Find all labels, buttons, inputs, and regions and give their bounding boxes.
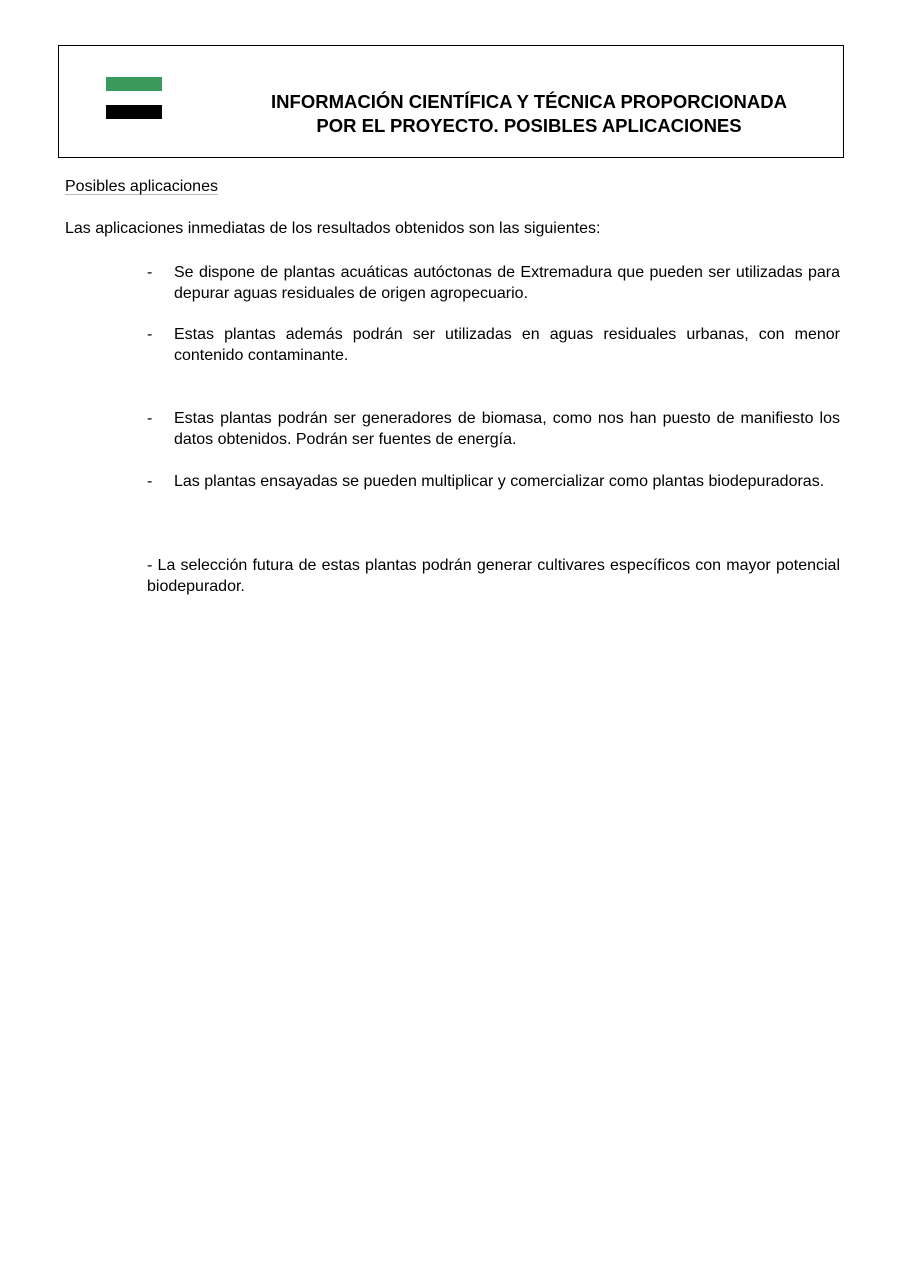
flag-green-stripe [106,77,162,91]
list-item [147,262,840,304]
flag-black-stripe [106,105,162,119]
document-title [229,90,829,138]
list-item-text: Estas plantas podrán ser generadores de biomasa, como nos han puesto de manifiesto los datos obtenidos. Podrán ser fuentes de energía. [174,410,840,448]
list-item [147,408,840,450]
intro-paragraph: Las aplicaciones inmediatas de los resultados obtenidos son las siguientes: [65,220,601,237]
section-heading: Posibles aplicaciones [65,178,218,195]
bullet-marker: - [147,410,153,427]
title-line-2: POR EL PROYECTO. POSIBLES APLICACIONES [316,115,742,136]
bullet-marker: - [147,473,153,490]
document-header [58,45,844,158]
extremadura-flag-icon [106,77,162,120]
bullet-marker: - [147,264,153,281]
flag-white-stripe [106,91,162,105]
bullet-marker: - [147,326,153,343]
list-item-text: Estas plantas además podrán ser utilizadas en aguas residuales urbanas, con menor contenido contaminante. [174,326,840,364]
title-line-1: INFORMACIÓN CIENTÍFICA Y TÉCNICA PROPORCIONADA [271,91,787,112]
list-item [147,471,840,492]
list-item [147,324,840,366]
list-item-text: Se dispone de plantas acuáticas autóctonas de Extremadura que pueden ser utilizadas para depurar aguas residuales de origen agropecuario. [174,264,840,302]
closing-paragraph: - La selección futura de estas plantas podrán generar cultivares específicos con mayor potencial biodepurador. [147,557,840,595]
list-item-text: Las plantas ensayadas se pueden multiplicar y comercializar como plantas biodepuradoras. [174,473,825,490]
